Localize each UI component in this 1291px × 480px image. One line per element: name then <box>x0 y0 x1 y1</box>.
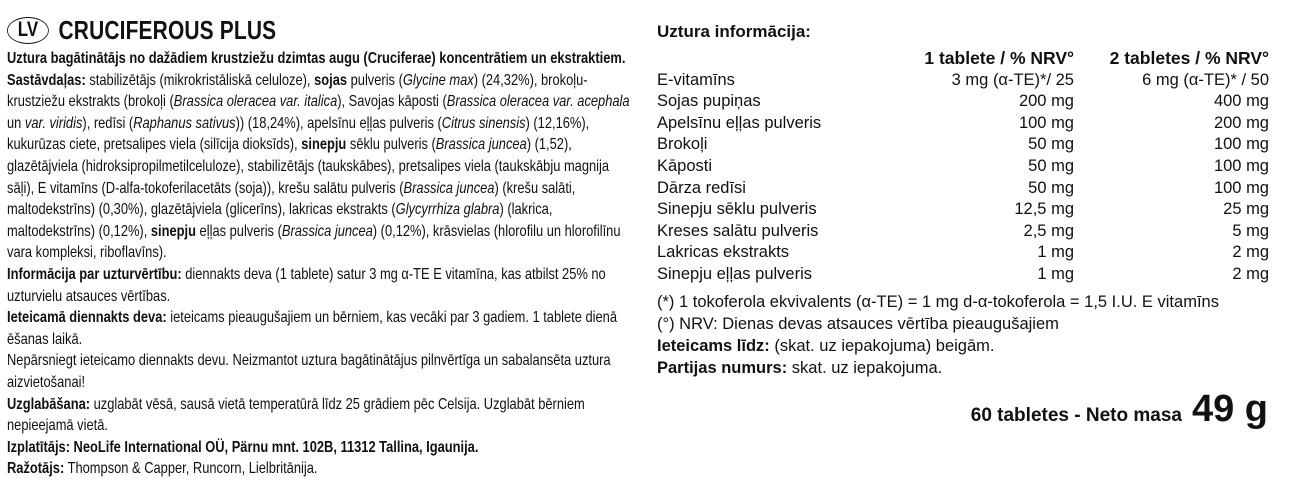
text-segment: ) (1,52), glazētājviela (hidroksipropilmetilceluloze), stabilizētājs (taukskābes), pretsalipes viela (taukskābju magnija sāļi), E vitamīns (D-alfa-tokoferilacetāts (soja)), krešu salātu pulveris ( <box>7 136 610 197</box>
net-weight <box>971 388 1268 431</box>
batch-number <box>657 357 1269 379</box>
nutrient-name: Dārza redīsi <box>657 178 746 197</box>
label-paragraph <box>7 350 635 393</box>
nutrient-name: Apelsīnu eļļas pulveris <box>657 113 822 132</box>
label-paragraph <box>7 307 635 350</box>
amount-2-tablets: 6 mg (α-TE)* / 50 <box>1142 70 1269 89</box>
text-segment: Informācija par uzturvērtību: <box>7 265 182 283</box>
nutrient-name: Brokoļi <box>657 135 708 154</box>
nutrient-name: Sinepju sēklu pulveris <box>657 200 817 219</box>
label-paragraph <box>7 264 635 307</box>
amount-2-tablets: 100 mg <box>1213 178 1269 197</box>
nutrient-name: Sinepju eļļas pulveris <box>657 264 813 283</box>
text-segment: eļļas pulveris ( <box>195 222 282 240</box>
text-segment: ) (0,12%), krāsvielas (hlorofilu un hlorofilīnu vara kompleksi, riboflavīns). <box>7 222 621 262</box>
header-2-tablets: 2 tabletes / % NRV° <box>1109 48 1269 68</box>
text-segment: diennakts deva (1 tablete) satur 3 mg α-TE E vitamīna, kas atbilst 25% no uzturvielu atsauces vērtības. <box>7 265 606 305</box>
nutrient-name: Sojas pupiņas <box>657 92 761 111</box>
nutrition-row <box>657 242 1269 264</box>
label-paragraph <box>7 437 635 459</box>
amount-1-tablet: 3 mg (α-TE)*/ 25 <box>951 70 1074 89</box>
label-paragraphs <box>7 48 635 480</box>
amount-2-tablets: 2 mg <box>1232 243 1269 262</box>
text-segment: Brassica juncea <box>403 179 495 197</box>
text-segment: sinepju <box>150 222 196 240</box>
nutrient-name: E-vitamīns <box>657 70 735 89</box>
best-before-label: Ieteicams līdz: <box>657 336 770 355</box>
amount-1-tablet: 50 mg <box>1028 156 1074 175</box>
amount-1-tablet: 1 mg <box>1037 264 1074 283</box>
text-segment: Brassica juncea <box>435 136 527 154</box>
amount-1-tablet: 12,5 mg <box>1014 200 1074 219</box>
nutrition-header-row <box>657 48 1269 70</box>
text-segment: sēklu pulveris ( <box>346 136 436 154</box>
nutrition-title: Uztura informācija: <box>657 22 811 41</box>
amount-1-tablet: 100 mg <box>1018 113 1074 132</box>
batch-label: Partijas numurs: <box>657 358 788 377</box>
text-segment: ieteicams pieaugušajiem un bērniem, kas vecāki par 3 gadiem. 1 tablete dienā ēšanas laikā. <box>7 309 617 348</box>
text-segment: Ražotājs: <box>7 460 65 478</box>
text-segment: Izplatītājs: NeoLife International OÜ, Pärnu mnt. 102B, 11312 Tallina, Igaunija. <box>7 438 479 456</box>
amount-2-tablets: 5 mg <box>1232 221 1269 240</box>
amount-1-tablet: 200 mg <box>1018 92 1074 111</box>
amount-1-tablet: 50 mg <box>1028 135 1074 154</box>
nutrition-table <box>657 70 1269 286</box>
label-paragraph <box>7 70 635 264</box>
text-segment: )) (18,24%), apelsīnu eļļas pulveris ( <box>235 114 442 132</box>
net-weight-label: 60 tabletes - Neto masa <box>970 405 1182 426</box>
text-segment: Sastāvdaļas: <box>7 71 86 89</box>
nutrient-name: Kāposti <box>657 156 713 175</box>
amount-1-tablet: 2,5 mg <box>1023 221 1074 240</box>
amount-2-tablets: 200 mg <box>1213 113 1269 132</box>
nutrient-name: Kreses salātu pulveris <box>657 221 819 240</box>
label-paragraph <box>7 48 635 70</box>
nutrition-row <box>657 156 1269 178</box>
text-segment: Uztura bagātinātājs no dažādiem krustziežu dzimtas augu (Cruciferae) koncentrātiem un ekstraktiem. <box>7 50 626 67</box>
product-header <box>7 14 635 46</box>
product-title: CRUCIFEROUS PLUS <box>58 14 277 45</box>
nutrition-row <box>657 199 1269 221</box>
amount-2-tablets: 100 mg <box>1213 156 1269 175</box>
label-paragraph <box>7 458 635 480</box>
nutrient-name: Lakricas ekstrakts <box>657 243 790 262</box>
amount-1-tablet: 50 mg <box>1028 178 1074 197</box>
product-description-column <box>7 14 635 480</box>
nutrition-row <box>657 134 1269 156</box>
nutrition-row <box>657 91 1269 113</box>
header-1-tablet: 1 tablete / % NRV° <box>924 48 1074 68</box>
text-segment: ), redīsi ( <box>82 114 134 132</box>
nutrition-row <box>657 221 1269 243</box>
footnote-nrv: (°) NRV: Dienas devas atsauces vērtība pieaugušajiem <box>657 314 1059 333</box>
nutrition-column <box>657 22 1269 379</box>
text-segment: Uzglabāšana: <box>7 395 91 413</box>
text-segment: Thompson & Capper, Runcorn, Lielbritānija. <box>64 460 318 478</box>
text-segment: Ieteicamā diennakts deva: <box>7 309 167 327</box>
text-segment: Glycine max <box>402 71 474 89</box>
text-segment: ) (24,32%), brokoļu-krustziežu ekstrakts (brokoļi ( <box>7 71 588 111</box>
header-label <box>657 48 834 70</box>
text-segment: Raphanus sativus <box>133 114 236 132</box>
best-before-value: (skat. uz iepakojuma) beigām. <box>769 336 995 355</box>
text-segment: Citrus sinensis <box>441 114 526 132</box>
footnote-alpha-te: (*) 1 tokoferola ekvivalents (α-TE) = 1 mg d-α-tokoferola = 1,5 I.U. E vitamīns <box>657 292 1219 311</box>
text-segment: ) (krešu salāti, maltodekstrīns) (0,30%), glazētājviela (glicerīns), lakricas ekstrakts ( <box>7 179 576 219</box>
nutrition-row <box>657 178 1269 200</box>
text-segment: Brassica oleracea var. italica <box>173 93 338 111</box>
text-segment: ) (lakrica, maltodekstrīns) (0,12%), <box>7 201 553 240</box>
amount-2-tablets: 400 mg <box>1213 92 1269 111</box>
amount-2-tablets: 100 mg <box>1213 135 1269 154</box>
nutrition-row <box>657 264 1269 286</box>
batch-value: skat. uz iepakojuma. <box>787 358 943 377</box>
text-segment: Brassica juncea <box>281 222 373 240</box>
text-segment: Nepārsniegt ieteicamo diennakts devu. Neizmantot uztura bagātinātājus pilnvērtīga un sabalansēta uztura aizvietošanai! <box>7 352 611 391</box>
text-segment: pulveris ( <box>347 71 403 89</box>
text-segment: Brassica oleracea var. acephala <box>446 93 630 111</box>
amount-1-tablet: 1 mg <box>1037 243 1074 262</box>
text-segment: sinepju <box>301 136 347 154</box>
text-segment: ), Savojas kāposti ( <box>337 93 447 111</box>
text-segment: sojas <box>314 71 348 89</box>
nutrition-notes <box>657 291 1269 379</box>
language-badge: LV <box>7 17 49 44</box>
amount-2-tablets: 25 mg <box>1223 200 1269 219</box>
text-segment: var. viridis <box>24 114 83 132</box>
text-segment: Glycyrrhiza glabra <box>395 201 500 219</box>
text-segment: ) (12,16%), kukurūzas ciete, pretsalipes viela (silīcija dioksīds), <box>7 114 590 154</box>
nutrition-row <box>657 70 1269 92</box>
net-weight-value: 49 g <box>1191 388 1268 430</box>
amount-2-tablets: 2 mg <box>1232 264 1269 283</box>
text-segment: stabilizētājs (mikrokristāliskā celuloze), <box>85 71 315 89</box>
label-paragraph <box>7 394 635 437</box>
best-before <box>657 335 1269 357</box>
text-segment: uzglabāt vēsā, sausā vietā temperatūrā līdz 25 grādiem pēc Celsija. Uzglabāt bērniem nepieejamā vietā. <box>7 395 585 435</box>
text-segment: un <box>7 114 25 132</box>
nutrition-row <box>657 113 1269 135</box>
